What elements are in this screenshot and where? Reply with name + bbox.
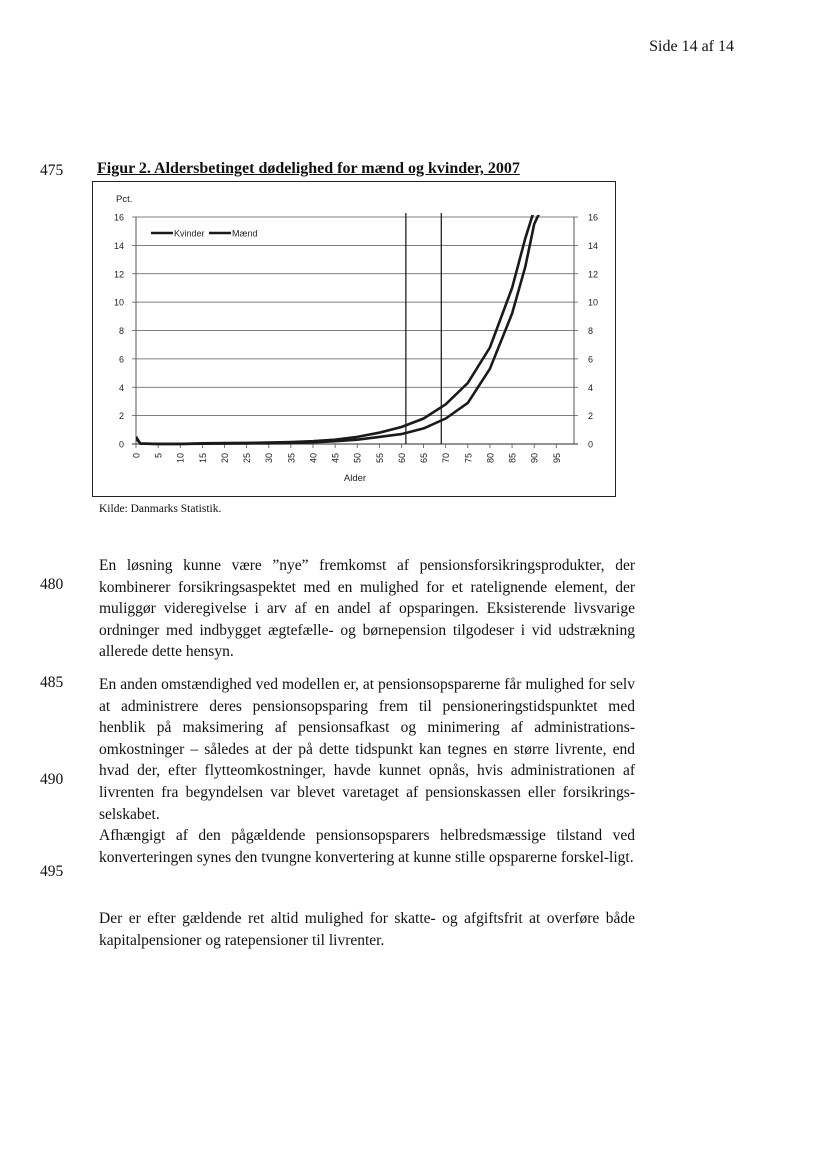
y-tick-label-left: 10 [113,297,124,308]
x-tick-label: 90 [529,453,540,464]
line-number: 475 [40,162,64,179]
y-tick-label-right: 4 [588,382,594,393]
y-tick-label-left: 12 [113,269,124,280]
paragraph-1: En løsning kunne være ”nye” fremkomst af pensionsforsikringsprodukter, der kombinerer forsikringsaspektet med en mulighed for et ratelignende element, der muliggør videregivelse i arv af en andel af opsparingen. Eksisterende livsvarige ordninger med indbygget ægtefælle- og børnepension tilgodeser i vid udstrækning allerede dette hensyn. [99,557,635,661]
x-axis-label: Alder [343,473,367,484]
y-tick-label-right: 6 [588,354,594,365]
page-header: Side 14 af 14 [649,38,734,55]
figure-frame [92,181,616,497]
paragraph-2: En anden omstændighed ved modellen er, at pensionsopsparerne får mulighed for selv at administrere deres pensionsopsparing frem til pensioneringstidspunktet med henblik på maksimering af pensionsafkast og minimering af administrations-omkostninger – således at der på dette tidspunkt kan tegnes en større livrente, end hvad der, efter flytteomkostninger, havde kunnet opnås, hvis administrationen af livrenten fra begyndelsen var blevet varetaget af pensionskassen eller forsikrings-selskabet. [99,676,635,823]
x-tick-label: 10 [175,453,186,464]
x-tick-label: 45 [330,453,341,464]
y-tick-label-right: 2 [588,411,594,422]
y-tick-label-right: 14 [588,240,599,251]
x-tick-label: 85 [507,453,518,464]
x-tick-label: 70 [441,453,452,464]
x-tick-label: 25 [242,453,253,464]
series-line-maend [136,189,548,444]
x-tick-label: 60 [396,453,407,464]
figure-title: Figur 2. Aldersbetinget dødelighed for mænd og kvinder, 2007 [97,160,520,177]
line-number: 495 [40,863,64,880]
y-tick-label-right: 0 [588,439,594,450]
line-number: 490 [40,771,64,788]
y-tick-label-right: 16 [588,212,599,223]
mortality-chart [93,182,617,498]
legend-label: Kvinder [174,228,205,239]
y-tick-label-right: 12 [588,269,599,280]
x-tick-label: 20 [219,453,230,464]
y-unit-label: Pct. [116,194,133,205]
y-tick-label-left: 0 [118,439,124,450]
x-tick-label: 0 [131,453,142,459]
y-tick-label-left: 6 [118,354,124,365]
x-tick-label: 95 [551,453,562,464]
line-number: 485 [40,674,64,691]
y-tick-label-left: 8 [118,326,124,336]
line-number: 480 [40,576,64,593]
x-tick-label: 40 [308,453,319,464]
y-tick-label-left: 4 [118,382,124,393]
legend-label: Mænd [232,228,258,239]
y-tick-label-left: 16 [113,212,124,223]
x-tick-label: 75 [463,453,474,464]
x-tick-label: 65 [419,453,430,464]
y-tick-label-left: 14 [113,240,124,251]
x-tick-label: 30 [264,453,275,464]
x-tick-label: 55 [374,453,385,464]
x-tick-label: 5 [153,453,164,459]
x-tick-label: 80 [485,453,496,464]
y-tick-label-right: 10 [588,297,599,308]
y-tick-label-right: 8 [588,326,594,336]
y-tick-label-left: 2 [118,411,124,422]
x-tick-label: 50 [352,453,363,464]
paragraph-4: Der er efter gældende ret altid mulighed for skatte- og afgiftsfrit at overføre både kapitalpensioner og ratepensioner til livrenter. [99,910,635,949]
paragraph-3: Afhængigt af den pågældende pensionsopsparers helbredsmæssige tilstand ved konverteringen synes den tvungne konvertering at kunne stille opsparerne forskel-ligt. [99,827,635,866]
x-tick-label: 35 [286,453,297,464]
x-tick-label: 15 [197,453,208,464]
figure-source: Kilde: Danmarks Statistik. [99,503,222,515]
